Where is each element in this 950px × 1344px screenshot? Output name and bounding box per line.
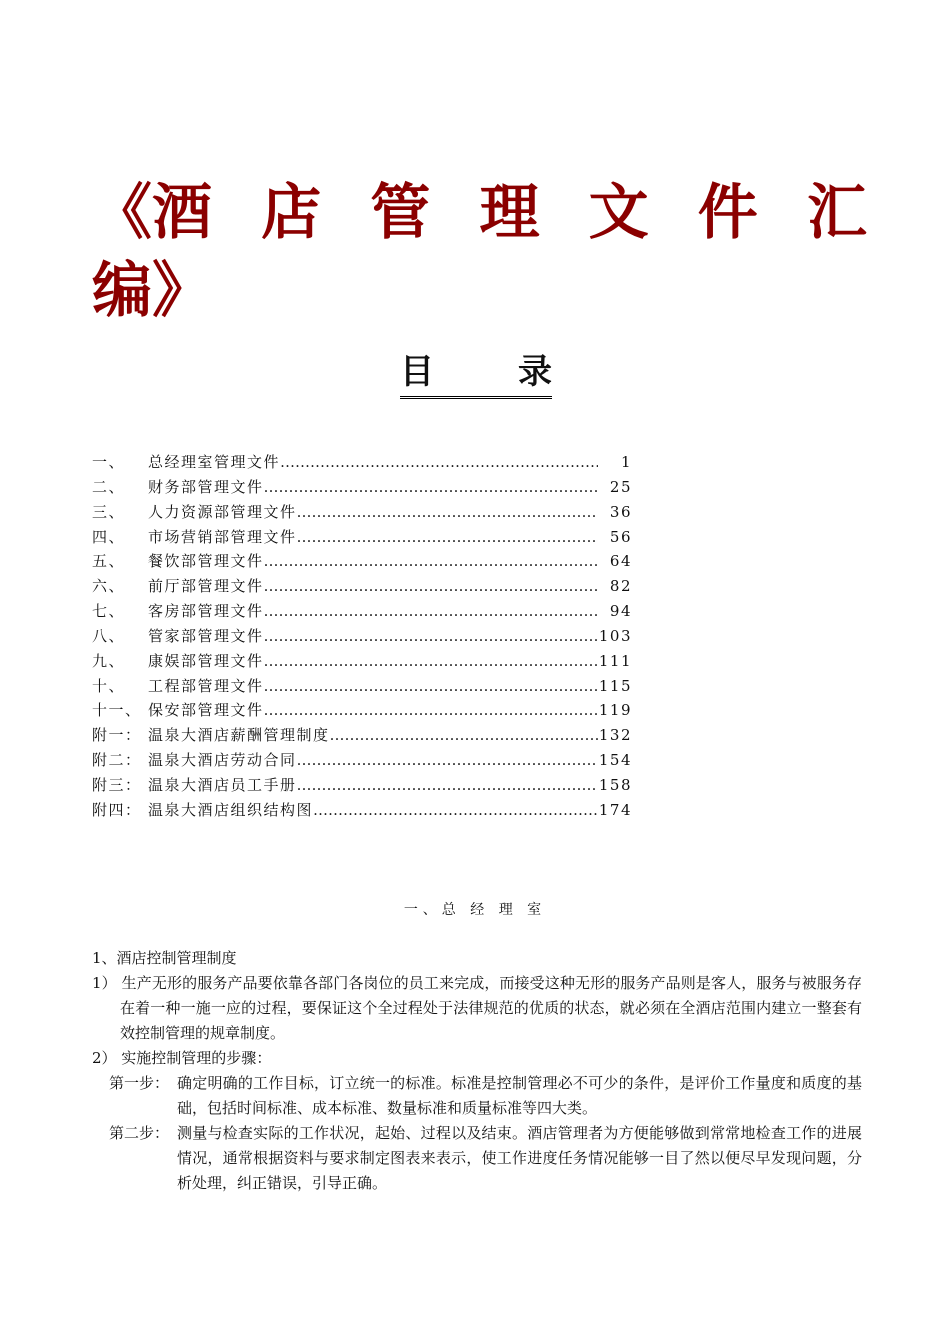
toc-entry-title: 温泉大酒店薪酬管理制度 (148, 726, 330, 745)
toc-entry-title: 康娱部管理文件 (148, 651, 264, 670)
toc-entry-page: 1 (620, 453, 632, 471)
toc-dot-leader (297, 503, 598, 521)
toc-entry-title: 财务部管理文件 (148, 477, 264, 496)
toc-entry-page: 36 (609, 502, 632, 521)
toc-dot-leader (264, 478, 598, 496)
toc-entry-number: 五、 (92, 552, 126, 571)
toc-dot-leader (297, 776, 598, 794)
toc-entry-number: 四、 (92, 527, 126, 546)
title-char: 件 (697, 178, 758, 248)
toc-dot-leader (297, 751, 598, 769)
toc-entry-title: 工程部管理文件 (148, 676, 264, 695)
step-2-label: 第二步： (109, 1124, 170, 1142)
toc-dot-leader (264, 552, 598, 570)
toc-entry-number: 十一、 (92, 701, 142, 720)
section-body (92, 946, 862, 1196)
toc-entry-title: 温泉大酒店劳动合同 (148, 751, 297, 770)
toc-dot-leader (264, 602, 598, 620)
toc-entry-title: 温泉大酒店组织结构图 (148, 800, 314, 819)
toc-entry-number: 附二： (92, 751, 142, 770)
toc-entry-page: 94 (609, 602, 632, 621)
toc-entry-page: 25 (609, 477, 632, 496)
toc-entry-page: 56 (609, 527, 632, 546)
toc-entry (92, 650, 632, 675)
toc-entry-number: 十、 (92, 676, 126, 695)
toc-entry-title: 餐饮部管理文件 (148, 552, 264, 571)
toc-dot-leader (264, 701, 598, 719)
title-char: 理 (479, 178, 540, 248)
step-1-text: 确定明确的工作目标，订立统一的标准。标准是控制管理必不可少的条件，是评价工作量度和质度的基础，包括时间标准、成本标准、数量标准和质量标准等四大类。 (177, 1074, 862, 1117)
step-2-text: 测量与检查实际的工作状况，起始、过程以及结束。酒店管理者为方便能够做到常常地检查工作的进展情况，通常根据资料与要求制定图表来表示，使工作进度任务情况能够一目了然以便尽早发现问题，分析处理，纠正错误，引导正确。 (177, 1124, 862, 1192)
toc-entry-title: 总经理室管理文件 (148, 453, 281, 471)
toc-entry (92, 724, 632, 749)
toc-entry-page: 115 (598, 676, 632, 695)
toc-entry-number: 七、 (92, 602, 126, 621)
section-heading: 一、总 经 理 室 (403, 902, 547, 918)
toc-entry-number: 一、 (92, 453, 126, 471)
toc-dot-leader (280, 453, 598, 471)
toc-entry-title: 管家部管理文件 (148, 626, 264, 645)
toc-entry (92, 699, 632, 724)
toc-dot-leader (264, 677, 598, 695)
toc-entry-title: 温泉大酒店员工手册 (148, 775, 297, 794)
title-char: 店 (261, 178, 322, 248)
toc-entry-title: 客房部管理文件 (148, 602, 264, 621)
document-title-line-1 (92, 178, 867, 248)
toc-entry-number: 二、 (92, 477, 126, 496)
step-1-label: 第一步： (109, 1074, 170, 1092)
toc-entry-number: 八、 (92, 626, 126, 645)
toc-dot-leader (264, 652, 598, 670)
toc-heading-left: 目 (400, 352, 434, 392)
toc-entry-page: 132 (598, 726, 632, 745)
toc-entry-title: 保安部管理文件 (148, 701, 264, 720)
toc-entry-page: 158 (598, 775, 632, 794)
toc-entry-title: 前厅部管理文件 (148, 577, 264, 596)
toc-entry (92, 600, 632, 625)
subheading: 1、酒店控制管理制度 (92, 949, 237, 967)
toc-entry-title: 人力资源部管理文件 (148, 502, 297, 521)
toc-entry-number: 附一： (92, 726, 142, 745)
toc-entry-page: 111 (598, 651, 632, 670)
title-char: 汇 (806, 178, 867, 248)
toc-entry-page: 154 (598, 751, 632, 770)
toc-entry-page: 174 (598, 800, 632, 819)
toc-entry (92, 625, 632, 650)
paragraph-2: 2） 实施控制管理的步骤： (92, 1049, 272, 1067)
toc-entry-page: 82 (609, 577, 632, 596)
title-char: 文 (588, 178, 649, 248)
toc-dot-leader (264, 577, 598, 595)
title-char: 管 (370, 178, 431, 248)
toc-dot-leader (330, 726, 598, 744)
toc-entry-number: 附四： (92, 800, 142, 819)
title-char: 《酒 (92, 178, 212, 248)
toc-entry-page: 64 (609, 552, 632, 571)
toc-heading (400, 352, 552, 399)
toc-entry-page: 103 (598, 626, 632, 645)
toc-entry (92, 501, 632, 526)
toc-entry-number: 九、 (92, 651, 126, 670)
toc-entry (92, 675, 632, 700)
toc-heading-right: 录 (518, 352, 552, 392)
toc-dot-leader (264, 627, 598, 645)
toc-entry (92, 575, 632, 600)
toc-entry (92, 550, 632, 575)
step-2 (92, 1121, 862, 1196)
toc-entry-number: 六、 (92, 577, 126, 596)
toc-entry (92, 774, 632, 799)
document-title-line-2: 编》 (92, 256, 212, 326)
toc-entry (92, 526, 632, 551)
toc-entry-number: 三、 (92, 502, 126, 521)
toc-entry-number: 附三： (92, 775, 142, 794)
toc-entry (92, 451, 632, 476)
toc-dot-leader (297, 528, 598, 546)
toc-entry-title: 市场营销部管理文件 (148, 527, 297, 546)
paragraph-1: 1） 生产无形的服务产品要依靠各部门各岗位的员工来完成，而接受这种无形的服务产品则是客人，服务与被服务存在着一种一施一应的过程，要保证这个全过程处于法律规范的优质的状态，就必须在全酒店范围内建立一整套有效控制管理的规章制度。 (92, 974, 862, 1042)
toc-entry (92, 749, 632, 774)
toc-entry (92, 799, 632, 824)
step-1 (92, 1071, 862, 1121)
table-of-contents (92, 451, 632, 824)
toc-entry-page: 119 (598, 701, 632, 720)
toc-entry (92, 476, 632, 501)
toc-dot-leader (313, 801, 598, 819)
